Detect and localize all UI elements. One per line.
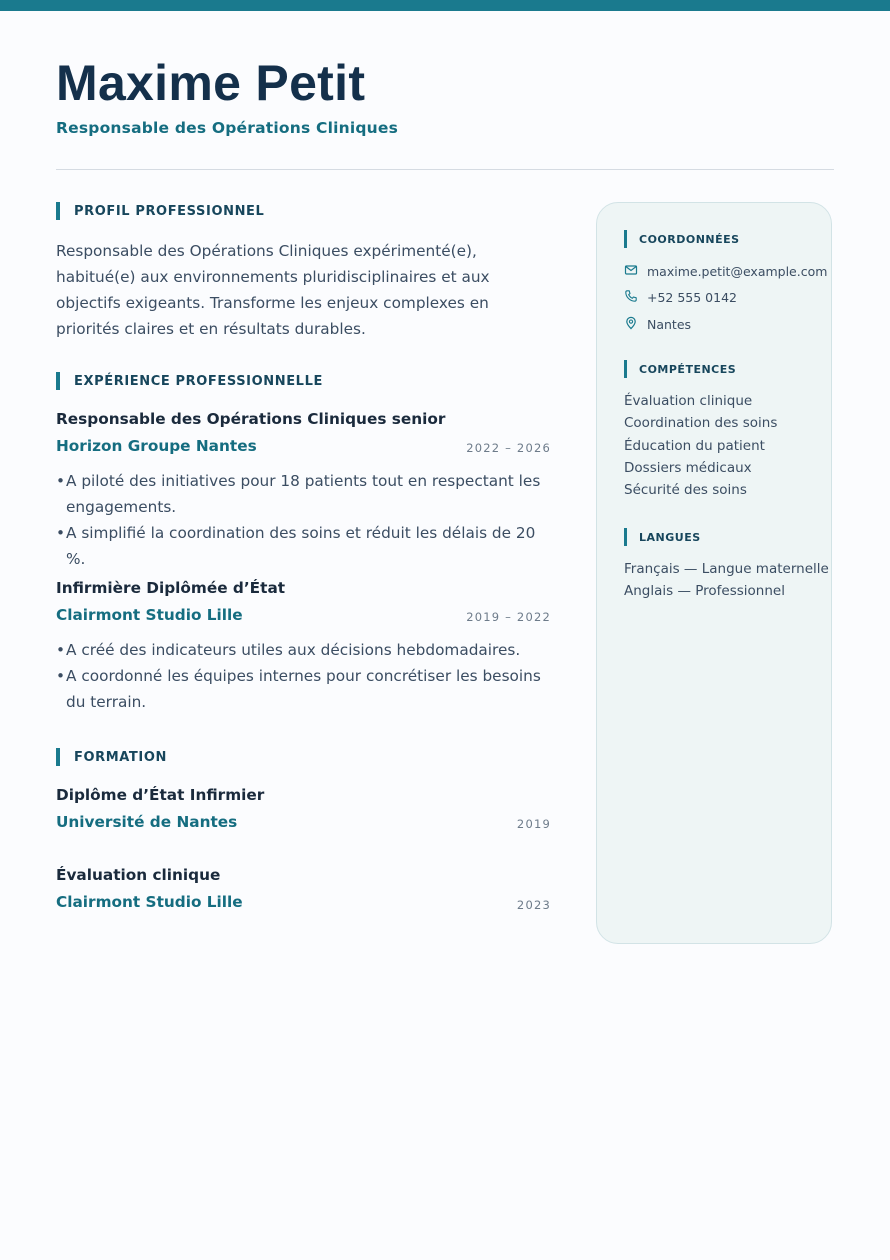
skill-item: Sécurité des soins: [624, 482, 747, 499]
section-accent-bar: [56, 748, 60, 766]
contact-location: [624, 315, 691, 334]
sidebar-contact-heading: [624, 230, 740, 248]
section-experience-heading: [56, 372, 323, 390]
section-education-heading: [56, 748, 167, 766]
job-bullets: [56, 468, 556, 572]
section-title: PROFIL PROFESSIONNEL: [74, 203, 265, 219]
map-pin-icon: [624, 315, 638, 334]
education-institution: Université de Nantes: [56, 813, 238, 831]
section-profile-heading: [56, 202, 264, 220]
job-bullet: • A créé des indicateurs utiles aux décisions hebdomadaires.: [56, 637, 556, 663]
sidebar-panel: [596, 202, 832, 944]
job-title: Infirmière Diplômée d’État: [56, 579, 286, 597]
language-item: Français — Langue maternelle: [624, 561, 829, 577]
job-dates: 2019 – 2022: [466, 610, 551, 624]
top-accent-bar: [0, 0, 890, 11]
candidate-name: Maxime Petit: [56, 55, 366, 111]
education-title: Diplôme d’État Infirmier: [56, 786, 265, 804]
section-accent-bar: [56, 372, 60, 390]
header-divider: [56, 169, 834, 170]
job-bullet: • A simplifié la coordination des soins et réduit les délais de 20 %.: [56, 520, 556, 572]
sidebar-title: COORDONNÉES: [639, 232, 740, 246]
languages-list: [624, 558, 829, 603]
phone-icon: [624, 288, 638, 307]
job-organization: Horizon Groupe Nantes: [56, 437, 257, 455]
section-accent-bar: [624, 230, 627, 248]
mail-icon: [624, 262, 638, 281]
skill-item: Coordination des soins: [624, 415, 778, 432]
education-year: 2023: [516, 898, 551, 912]
sidebar-skills-heading: [624, 360, 736, 378]
section-accent-bar: [56, 202, 60, 220]
contact-phone[interactable]: [624, 288, 737, 307]
sidebar-languages-heading: [624, 528, 701, 546]
section-title: EXPÉRIENCE PROFESSIONNELLE: [74, 373, 323, 389]
candidate-role: Responsable des Opérations Cliniques: [56, 119, 399, 137]
education-title: Évaluation clinique: [56, 866, 221, 884]
skill-item: Dossiers médicaux: [624, 459, 752, 476]
section-accent-bar: [624, 360, 627, 378]
language-item: Anglais — Professionnel: [624, 583, 785, 600]
job-bullets: [56, 637, 556, 715]
sidebar-title: LANGUES: [639, 530, 701, 544]
profile-summary: Responsable des Opérations Cliniques expérimenté(e), habitué(e) aux environnements pluridisciplinaires et aux objectifs exigeants. Transforme les enjeux complexes en priorités claires et en résultats durables.: [56, 242, 490, 338]
contact-email-text: maxime.petit@example.com: [647, 264, 828, 279]
skill-item: Évaluation clinique: [624, 393, 753, 409]
education-year: 2019: [516, 817, 551, 831]
skill-item: Éducation du patient: [624, 437, 765, 454]
job-organization: Clairmont Studio Lille: [56, 606, 243, 624]
contact-location-text: Nantes: [647, 317, 692, 332]
section-title: FORMATION: [74, 749, 167, 765]
job-title: Responsable des Opérations Cliniques senior: [56, 410, 446, 428]
contact-phone-text: +52 555 0142: [647, 290, 737, 305]
job-dates: 2022 – 2026: [466, 441, 551, 455]
job-bullet: • A piloté des initiatives pour 18 patients tout en respectant les engagements.: [56, 468, 556, 520]
skills-list: [624, 390, 777, 501]
job-bullet: • A coordonné les équipes internes pour concrétiser les besoins du terrain.: [56, 663, 556, 715]
section-accent-bar: [624, 528, 627, 546]
contact-email[interactable]: [624, 262, 827, 281]
education-institution: Clairmont Studio Lille: [56, 893, 243, 911]
sidebar-title: COMPÉTENCES: [639, 362, 737, 376]
